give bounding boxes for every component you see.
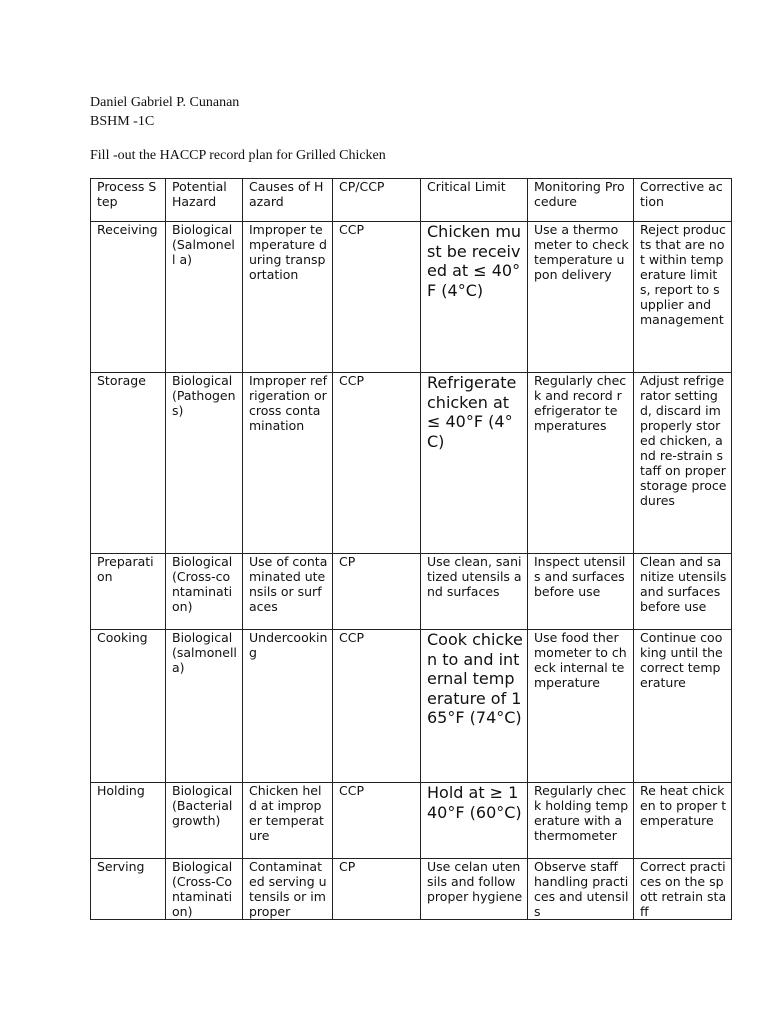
cell-cp-ccp: CCP xyxy=(333,373,421,554)
cell-monitoring: Use food thermometer to check internal temperature xyxy=(528,630,634,783)
cell-cause: Contaminated serving utensils or improper xyxy=(243,859,333,920)
class-section: BSHM -1C xyxy=(90,114,155,129)
cell-cause: Use of contaminated utensils or surfaces xyxy=(243,554,333,630)
cell-corrective-action: Continue cooking until the correct temperature xyxy=(634,630,732,783)
cell-corrective-action: Correct practices on the spott retrain staff xyxy=(634,859,732,920)
cell-potential-hazard: Biological (Salmonell a) xyxy=(166,222,243,373)
instruction-text: Fill -out the HACCP record plan for Grilled Chicken xyxy=(90,148,386,163)
cell-process-step: Storage xyxy=(91,373,166,554)
column-header-corrective-action: Corrective action xyxy=(634,179,732,222)
cell-cause: Undercooking xyxy=(243,630,333,783)
cell-process-step: Cooking xyxy=(91,630,166,783)
cell-cp-ccp: CP xyxy=(333,859,421,920)
cell-potential-hazard: Biological (Pathogens) xyxy=(166,373,243,554)
cell-cause: Improper temperature during transportation xyxy=(243,222,333,373)
cell-cause: Improper refrigeration or cross contamination xyxy=(243,373,333,554)
column-header-cp-ccp: CP/CCP xyxy=(333,179,421,222)
cell-corrective-action: Reject products that are not within temperature limits, report to supplier and management xyxy=(634,222,732,373)
cell-potential-hazard: Biological (Bacterial growth) xyxy=(166,783,243,859)
table-header-row xyxy=(91,179,732,222)
table-row-preparation xyxy=(91,554,732,630)
table-row-serving xyxy=(91,859,732,920)
cell-critical-limit: Use clean, sanitized utensils and surfaces xyxy=(421,554,528,630)
cell-potential-hazard: Biological (salmonella) xyxy=(166,630,243,783)
cell-process-step: Preparation xyxy=(91,554,166,630)
column-header-monitoring-procedure: Monitoring Procedure xyxy=(528,179,634,222)
table-row-holding xyxy=(91,783,732,859)
cell-potential-hazard: Biological (Cross-Contamination) xyxy=(166,859,243,920)
cell-process-step: Receiving xyxy=(91,222,166,373)
cell-process-step: Holding xyxy=(91,783,166,859)
cell-cp-ccp: CCP xyxy=(333,783,421,859)
author-name: Daniel Gabriel P. Cunanan xyxy=(90,95,240,110)
cell-cause: Chicken held at improper temperature xyxy=(243,783,333,859)
cell-critical-limit: Use celan utensils and follow proper hygiene xyxy=(421,859,528,920)
table-row-storage xyxy=(91,373,732,554)
table-row-receiving xyxy=(91,222,732,373)
cell-critical-limit: Chicken must be received at ≤ 40°F (4°C) xyxy=(421,222,528,373)
cell-cp-ccp: CCP xyxy=(333,630,421,783)
cell-cp-ccp: CCP xyxy=(333,222,421,373)
cell-corrective-action: Adjust refrigerator settingd, discard improperly stored chicken, and re-strain staff on proper storage procedures xyxy=(634,373,732,554)
cell-critical-limit: Refrigerate chicken at ≤ 40°F (4°C) xyxy=(421,373,528,554)
cell-critical-limit: Hold at ≥ 140°F (60°C) xyxy=(421,783,528,859)
cell-cp-ccp: CP xyxy=(333,554,421,630)
cell-monitoring: Regularly check and record refrigerator temperatures xyxy=(528,373,634,554)
cell-critical-limit: Cook chicken to and internal temperature of 165°F (74°C) xyxy=(421,630,528,783)
cell-corrective-action: Re heat chicken to proper temperature xyxy=(634,783,732,859)
cell-monitoring: Regularly check holding temperature with a thermometer xyxy=(528,783,634,859)
column-header-causes-of-hazard: Causes of Hazard xyxy=(243,179,333,222)
haccp-table xyxy=(90,178,732,920)
cell-process-step: Serving xyxy=(91,859,166,920)
cell-monitoring: Inspect utensils and surfaces before use xyxy=(528,554,634,630)
column-header-process-step: Process Step xyxy=(91,179,166,222)
cell-corrective-action: Clean and sanitize utensils and surfaces before use xyxy=(634,554,732,630)
table-row-cooking xyxy=(91,630,732,783)
column-header-potential-hazard: Potential Hazard xyxy=(166,179,243,222)
cell-monitoring: Observe staff handling practices and utensils xyxy=(528,859,634,920)
cell-monitoring: Use a thermometer to check temperature upon delivery xyxy=(528,222,634,373)
column-header-critical-limit: Critical Limit xyxy=(421,179,528,222)
cell-potential-hazard: Biological (Cross-contamination) xyxy=(166,554,243,630)
